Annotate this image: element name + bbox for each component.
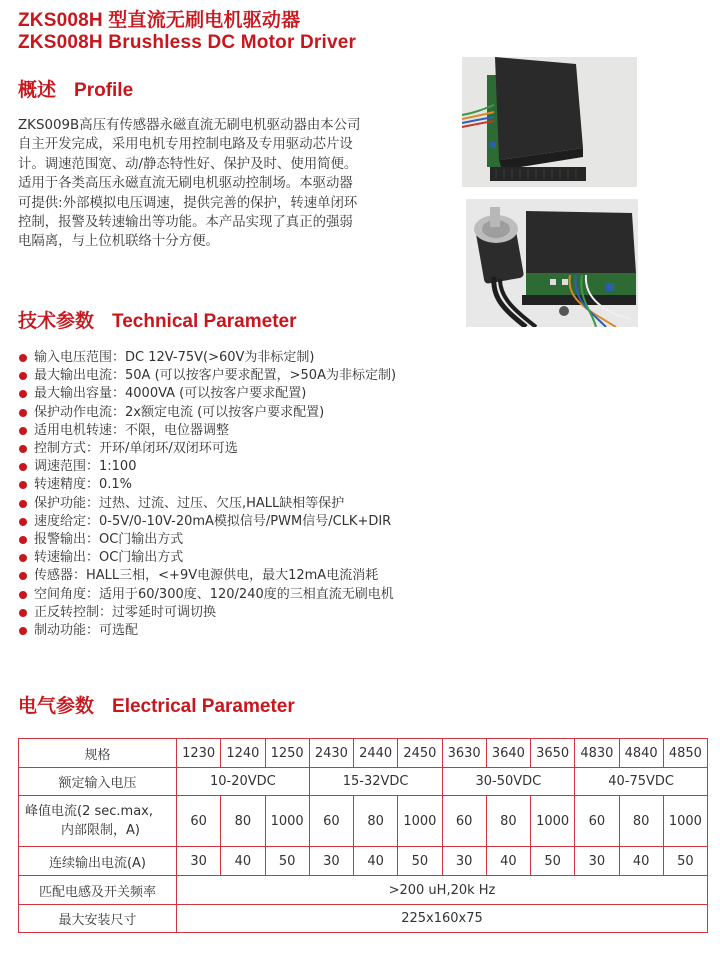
table-cell: 1000 <box>265 796 309 847</box>
profile-line: 控制，报警及转速输出等功能。本产品实现了真正的强弱 <box>18 215 353 231</box>
table-cell: 1000 <box>663 796 707 847</box>
bullet-icon <box>19 463 27 471</box>
table-cell-model: 2450 <box>398 739 442 768</box>
driver-box-photo <box>462 57 637 187</box>
list-item <box>18 567 396 585</box>
table-cell: 60 <box>177 796 221 847</box>
bullet-icon <box>19 609 27 617</box>
item-text: 空间角度：适用于60/300度、120/240度的三相直流无刷电机 <box>34 586 394 602</box>
profile-line: ZKS009B高压有传感器永磁直流无刷电机驱动器由本公司 <box>18 118 361 133</box>
list-item <box>18 440 396 458</box>
table-row-size <box>19 905 708 933</box>
bullet-icon <box>19 591 27 599</box>
profile-line: 计。调速范围宽、动/静态特性好、保护及时、使用简便。 <box>18 156 358 172</box>
list-item <box>18 422 396 440</box>
bullet-icon <box>19 518 27 526</box>
list-item <box>18 531 396 549</box>
list-item <box>18 404 396 422</box>
table-cell: 60 <box>442 796 486 847</box>
bullet-icon <box>19 390 27 398</box>
bullet-icon <box>19 372 27 380</box>
bullet-icon <box>19 445 27 453</box>
table-cell: 30 <box>575 847 619 876</box>
table-cell: 1000 <box>531 796 575 847</box>
bullet-icon <box>19 354 27 362</box>
section-heading-technical <box>18 311 296 333</box>
bullet-icon <box>19 500 27 508</box>
item-text: 正反转控制：过零延时可调切换 <box>34 604 217 620</box>
item-text: 控制方式：开环/单闭环/双闭环可选 <box>34 441 238 457</box>
table-cell-model: 3630 <box>442 739 486 768</box>
bullet-icon <box>19 554 27 562</box>
table-cell-model: 3650 <box>531 739 575 768</box>
table-cell: 30 <box>442 847 486 876</box>
technical-parameter-list <box>18 349 396 640</box>
bullet-icon <box>19 409 27 417</box>
item-text: 最大输出容量：4000VA (可以按客户要求配置) <box>34 386 307 402</box>
list-item <box>18 367 396 385</box>
list-item <box>18 513 396 531</box>
table-cell-voltage: 30-50VDC <box>442 768 575 796</box>
bullet-icon <box>19 427 27 435</box>
table-cell-model: 1250 <box>265 739 309 768</box>
page-title-cn: ZKS008H 型直流无刷电机驱动器 <box>18 10 301 31</box>
list-item <box>18 476 396 494</box>
motor-driver-illustration <box>466 199 638 327</box>
table-cell: 1000 <box>398 796 442 847</box>
item-text: 保护动作电流：2x额定电流 (可以按客户要求配置) <box>34 404 325 420</box>
table-cell-voltage: 15-32VDC <box>309 768 442 796</box>
item-text: 传感器：HALL三相，<+9V电源供电，最大12mA电流消耗 <box>34 568 379 584</box>
table-cell: 50 <box>265 847 309 876</box>
table-cell-model: 2430 <box>309 739 353 768</box>
item-text: 输入电压范围：DC 12V-75V(>60V为非标定制) <box>34 350 315 365</box>
item-text: 适用电机转速：不限，电位器调整 <box>34 422 230 438</box>
table-cell: 40 <box>486 847 530 876</box>
table-cell: 40 <box>354 847 398 876</box>
table-row-peak-current <box>19 796 708 847</box>
table-cell-model: 4840 <box>619 739 663 768</box>
table-cell: 30 <box>309 847 353 876</box>
table-cell: 80 <box>486 796 530 847</box>
table-row-continuous-current <box>19 847 708 876</box>
item-text: 报警输出：OC门输出方式 <box>34 532 184 548</box>
section-heading-profile <box>18 80 133 102</box>
table-cell-model: 1240 <box>221 739 265 768</box>
driver-box-illustration <box>462 57 637 187</box>
row-header-line: 内部限制，A) <box>61 823 140 838</box>
table-row-spec <box>19 739 708 768</box>
row-header: 最大安装尺寸 <box>19 905 177 933</box>
heading-cn: 电气参数 <box>18 696 95 717</box>
table-cell: 60 <box>575 796 619 847</box>
item-text: 速度给定：0-5V/0-10V-20mA模拟信号/PWM信号/CLK+DIR <box>34 513 392 529</box>
table-cell: >200 uH,20k Hz <box>177 876 708 905</box>
bullet-icon <box>19 536 27 544</box>
table-cell: 50 <box>531 847 575 876</box>
electrical-parameter-table <box>18 738 708 933</box>
profile-line: 适用于各类高压永磁直流无刷电机驱动控制场。本驱动器 <box>18 176 353 192</box>
list-item <box>18 586 396 604</box>
table-cell: 30 <box>177 847 221 876</box>
list-item <box>18 349 396 367</box>
section-heading-electrical <box>18 696 295 718</box>
table-cell-model: 3640 <box>486 739 530 768</box>
bullet-icon <box>19 627 27 635</box>
table-cell: 40 <box>619 847 663 876</box>
profile-paragraph <box>18 116 438 252</box>
profile-line: 自主开发完成，采用电机专用控制电路及专用驱动芯片设 <box>18 137 353 153</box>
motor-and-driver-photo <box>466 199 638 327</box>
item-text: 保护功能：过热、过流、过压、欠压,HALL缺相等保护 <box>34 495 345 511</box>
heading-cn: 技术参数 <box>18 311 95 332</box>
list-item <box>18 622 396 640</box>
list-item <box>18 495 396 513</box>
table-cell-voltage: 40-75VDC <box>575 768 708 796</box>
table-cell-model: 2440 <box>354 739 398 768</box>
item-text: 转速输出：OC门输出方式 <box>34 550 184 566</box>
table-cell-model: 4830 <box>575 739 619 768</box>
table-cell: 60 <box>309 796 353 847</box>
row-header <box>19 796 177 847</box>
row-header: 连续输出电流(A) <box>19 847 177 876</box>
bullet-icon <box>19 481 27 489</box>
table-cell: 50 <box>398 847 442 876</box>
table-cell-voltage: 10-20VDC <box>177 768 310 796</box>
bullet-icon <box>19 572 27 580</box>
row-header: 额定输入电压 <box>19 768 177 796</box>
list-item <box>18 604 396 622</box>
table-cell: 50 <box>663 847 707 876</box>
table-cell: 40 <box>221 847 265 876</box>
table-cell: 80 <box>619 796 663 847</box>
table-cell: 80 <box>221 796 265 847</box>
list-item <box>18 385 396 403</box>
row-header: 规格 <box>19 739 177 768</box>
heading-cn: 概述 <box>18 80 57 101</box>
heading-en: Profile <box>74 80 134 101</box>
row-header: 匹配电感及开关频率 <box>19 876 177 905</box>
item-text: 调速范围：1:100 <box>34 459 137 475</box>
heading-en: Electrical Parameter <box>112 696 295 717</box>
table-cell: 80 <box>354 796 398 847</box>
profile-line: 可提供:外部模拟电压调速，提供完善的保护，转速单闭环 <box>18 195 358 211</box>
list-item <box>18 549 396 567</box>
list-item <box>18 458 396 476</box>
table-cell: 225x160x75 <box>177 905 708 933</box>
heading-en: Technical Parameter <box>112 311 297 332</box>
row-header-line: 峰值电流(2 sec.max, <box>25 804 153 819</box>
item-text: 最大输出电流：50A (可以按客户要求配置，>50A为非标定制) <box>34 368 397 384</box>
item-text: 制动功能：可选配 <box>34 623 139 639</box>
page-title-en: ZKS008H Brushless DC Motor Driver <box>18 32 357 53</box>
table-row-inductance <box>19 876 708 905</box>
profile-line: 电隔离，与上位机联络十分方便。 <box>18 234 219 250</box>
table-row-voltage <box>19 768 708 796</box>
table-cell-model: 1230 <box>177 739 221 768</box>
table-cell-model: 4850 <box>663 739 707 768</box>
item-text: 转速精度：0.1% <box>34 477 133 493</box>
